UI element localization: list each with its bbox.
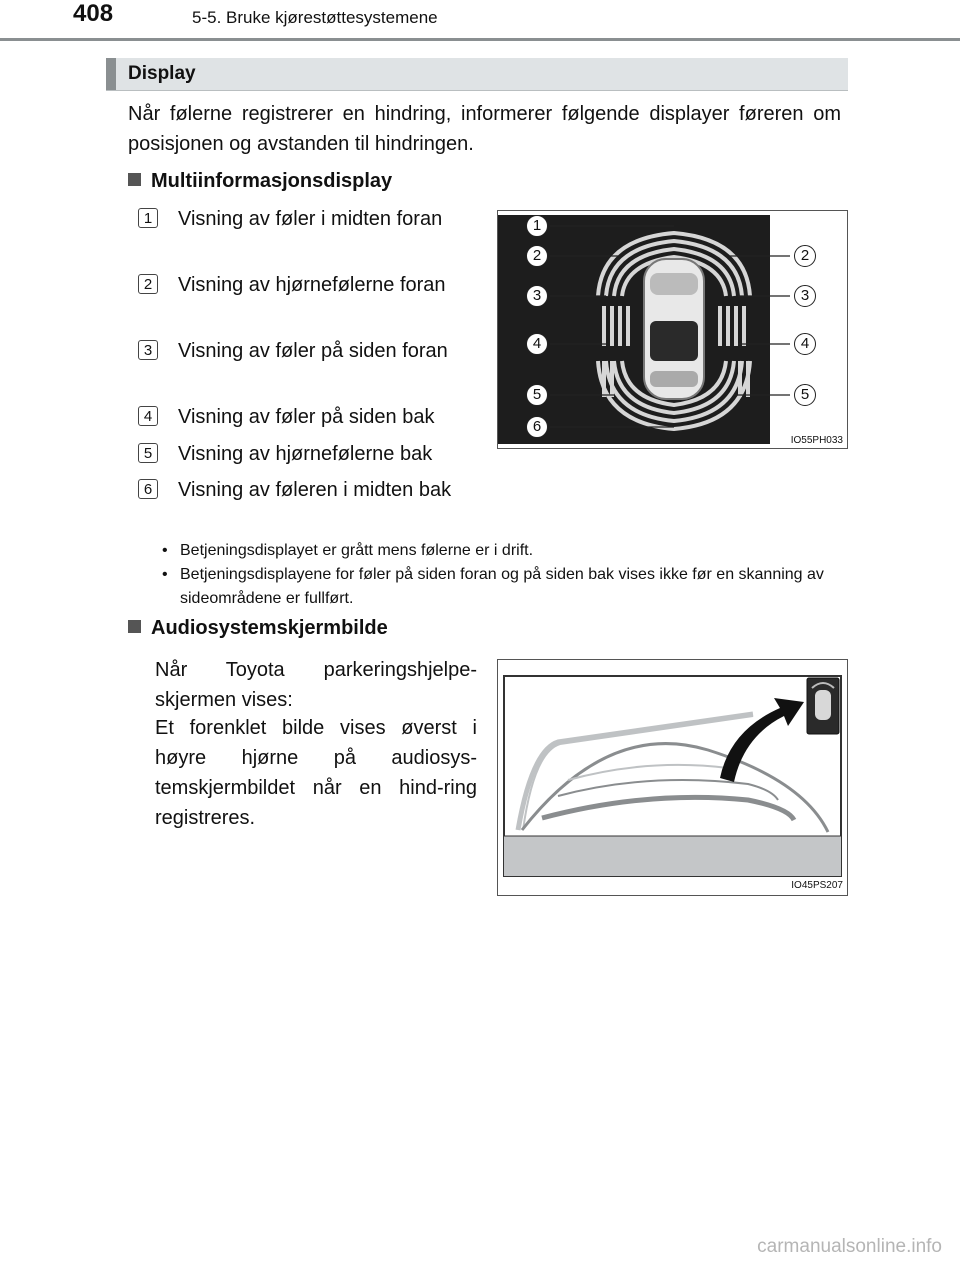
item-text: Visning av hjørnefølerne foran xyxy=(178,274,446,296)
callout-marker: 3 xyxy=(794,285,816,307)
audio-screen-figure xyxy=(497,659,848,896)
sensor-display-illustration xyxy=(498,211,847,448)
sensor-display-figure xyxy=(497,210,848,449)
audio-heading-text: Audiosystemskjermbilde xyxy=(151,617,388,639)
watermark: carmanualsonline.info xyxy=(757,1236,942,1257)
item-text: Visning av føler på siden foran xyxy=(178,340,448,362)
item-number: 6 xyxy=(138,479,158,499)
square-bullet-icon xyxy=(128,620,141,633)
callout-marker: 3 xyxy=(526,285,548,307)
header-divider xyxy=(0,38,960,41)
section-header xyxy=(106,58,848,91)
callout-marker: 2 xyxy=(526,245,548,267)
callout-marker: 2 xyxy=(794,245,816,267)
callout-marker: 4 xyxy=(526,333,548,355)
note-item: • Betjeningsdisplayet er grått mens følerne er i drift. xyxy=(158,539,848,563)
page-number: 408 xyxy=(73,0,114,27)
item-number: 1 xyxy=(138,208,158,228)
list-item xyxy=(138,475,478,535)
audio-heading xyxy=(128,617,388,640)
chapter-title: 5-5. Bruke kjørestøttesystemene xyxy=(192,8,438,27)
square-bullet-icon xyxy=(128,173,141,186)
list-item xyxy=(138,402,478,432)
item-number: 5 xyxy=(138,443,158,463)
multi-info-heading xyxy=(128,170,392,193)
list-item xyxy=(138,439,478,469)
callout-marker: 1 xyxy=(526,215,548,237)
item-text: Visning av føler på siden bak xyxy=(178,406,435,428)
callout-marker: 6 xyxy=(526,416,548,438)
audio-paragraph-1: Når Toyota parkeringshjelpe-skjermen vises: xyxy=(155,659,477,711)
item-number: 3 xyxy=(138,340,158,360)
section-accent xyxy=(106,58,116,90)
item-text: Visning av hjørnefølerne bak xyxy=(178,443,433,465)
audio-paragraph-2: Et forenklet bilde vises øverst i høyre hjørne på audiosys-temskjermbildet når en hind-ring registreres. xyxy=(155,717,477,829)
item-text: Visning av føleren i midten bak xyxy=(178,479,452,501)
list-item xyxy=(138,270,478,330)
item-number: 2 xyxy=(138,274,158,294)
callout-marker: 4 xyxy=(794,333,816,355)
audio-screen-illustration xyxy=(498,660,847,895)
callout-marker: 5 xyxy=(794,384,816,406)
multi-info-heading-text: Multiinformasjonsdisplay xyxy=(151,170,393,192)
list-item xyxy=(138,204,478,264)
figure-code: IO55PH033 xyxy=(790,435,843,446)
item-text: Visning av føler i midten foran xyxy=(178,208,443,230)
item-number: 4 xyxy=(138,406,158,426)
section-title: Display xyxy=(128,63,196,84)
intro-paragraph: Når følerne registrerer en hindring, informerer følgende displayer føreren om posisjonen og avstanden til hindringen. xyxy=(128,103,841,155)
figure-code: IO45PS207 xyxy=(791,880,843,891)
list-item xyxy=(138,336,478,396)
note-item: • Betjeningsdisplayene for føler på siden foran og på siden bak vises ikke før en skanning av sideområdene er fullført. xyxy=(158,563,848,611)
notes-list xyxy=(158,539,848,611)
callout-marker: 5 xyxy=(526,384,548,406)
